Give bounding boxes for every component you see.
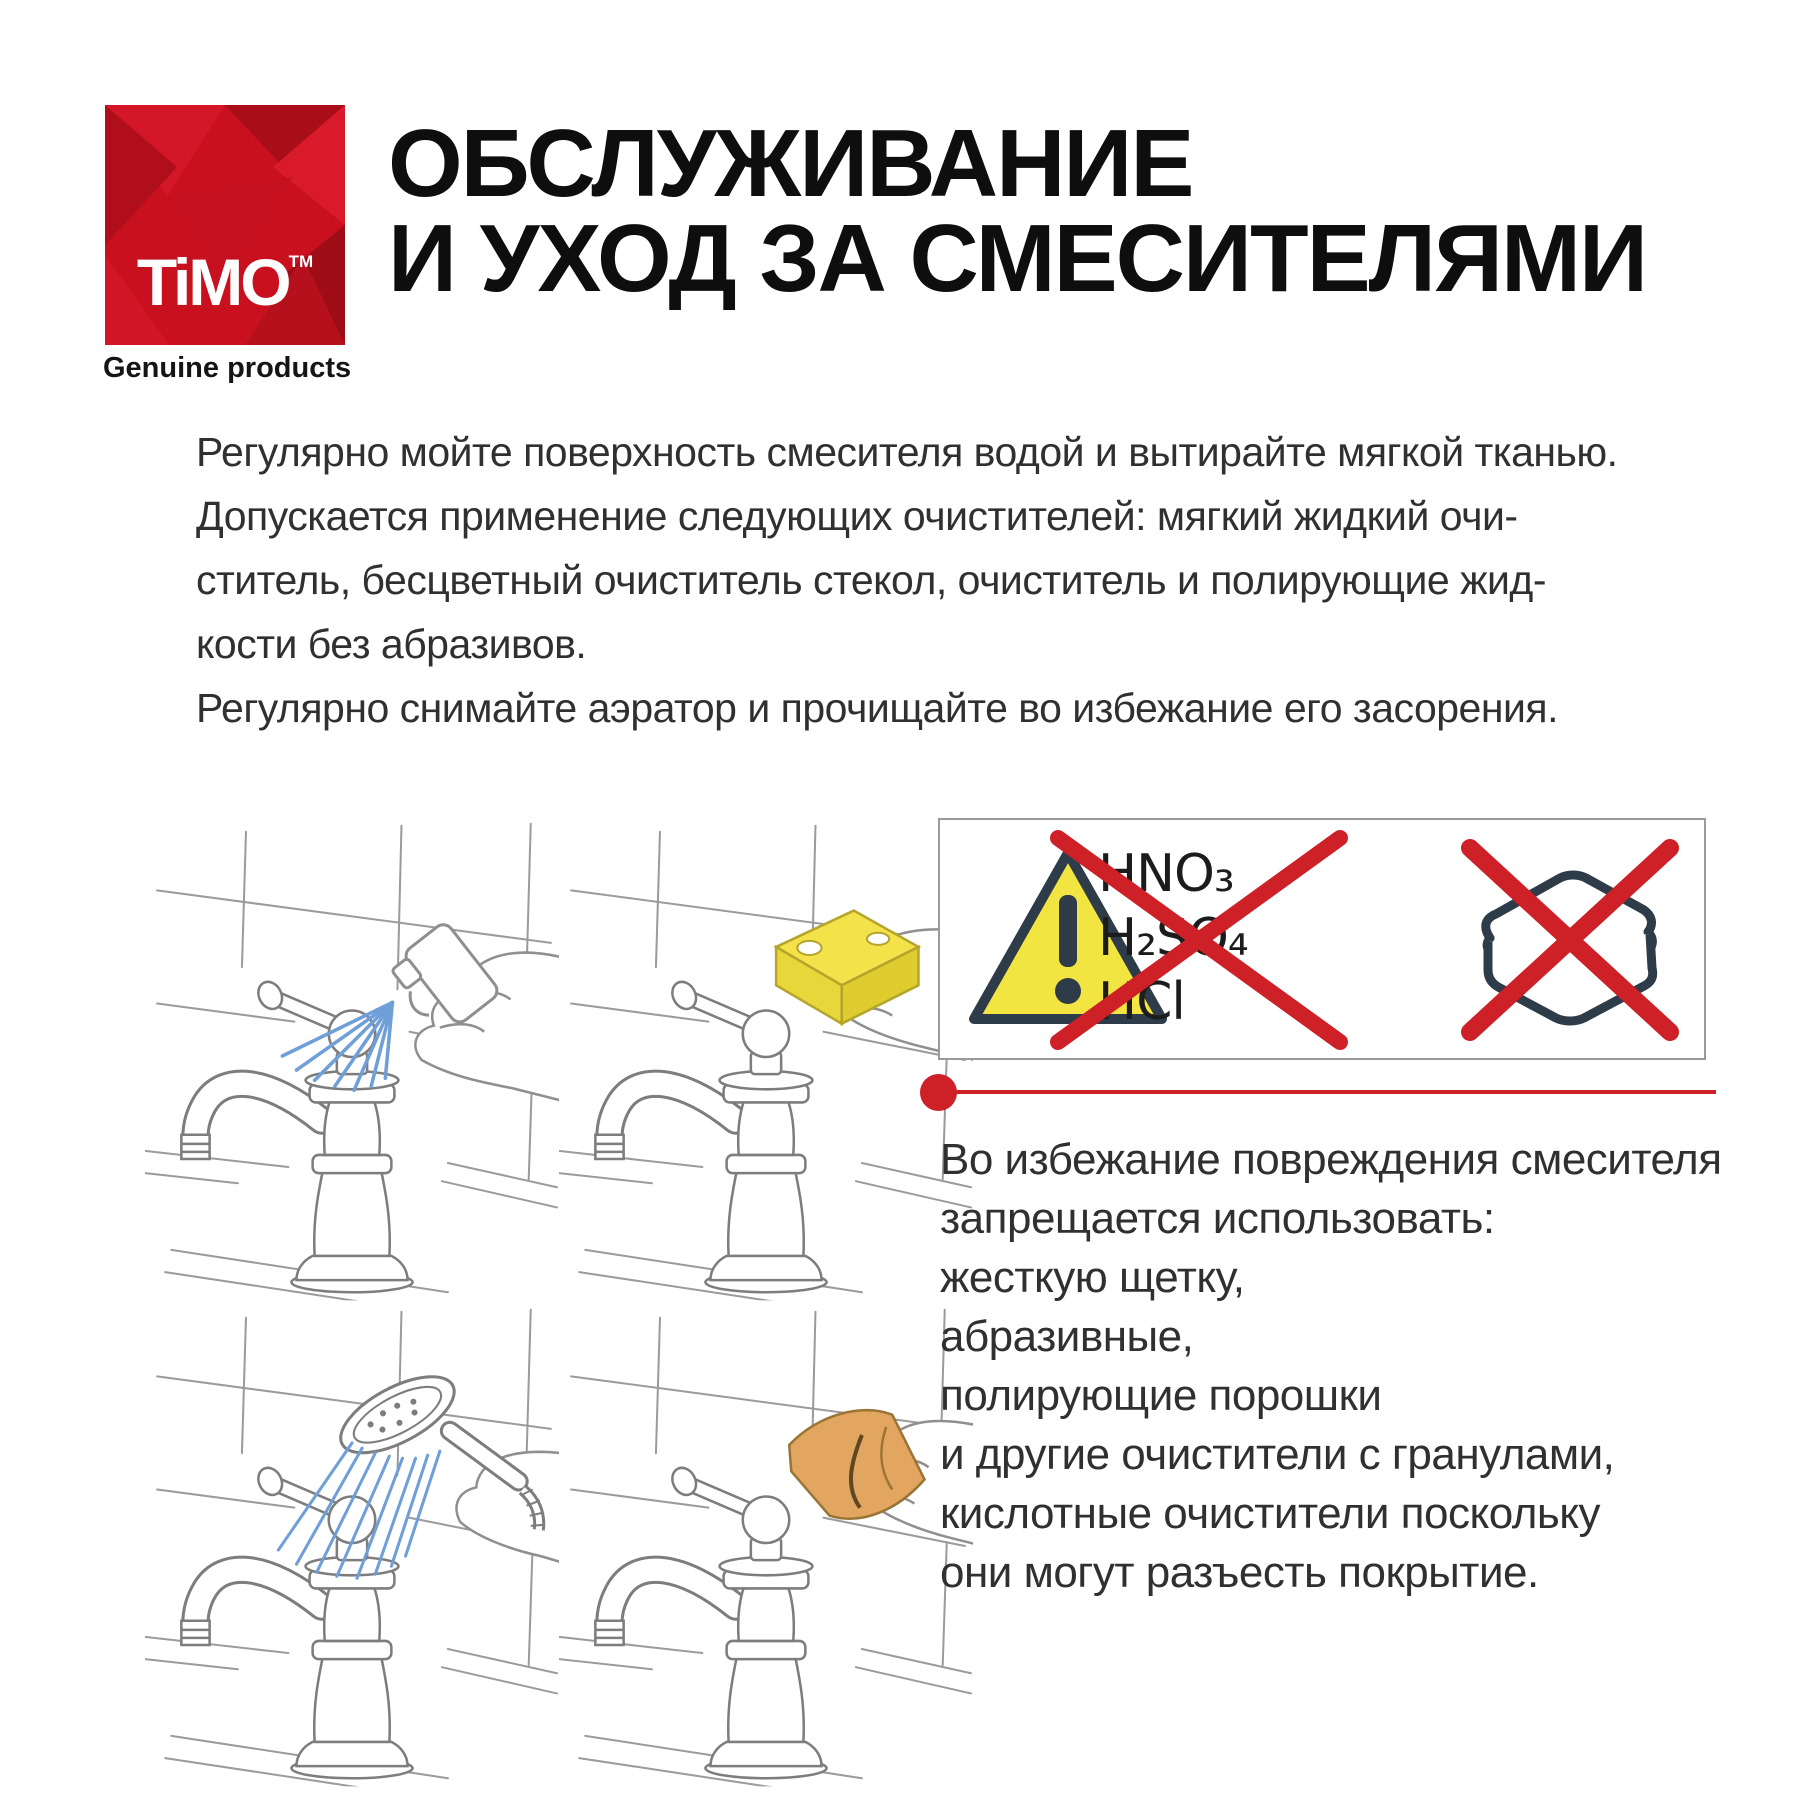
prohibition-line: и другие очистители с гранулами, bbox=[940, 1430, 1615, 1479]
page-title-line1: ОБСЛУЖИВАНИЕ bbox=[388, 110, 1193, 217]
prohibition-line: они могут разъесть покрытие. bbox=[940, 1548, 1539, 1597]
prohibition-line: полирующие порошки bbox=[940, 1371, 1382, 1420]
trademark-symbol: TM bbox=[288, 252, 314, 271]
faucet-spray-illustration bbox=[145, 815, 559, 1301]
red-divider-line bbox=[940, 1090, 1716, 1094]
warning-box bbox=[938, 818, 1706, 1060]
logo-tagline: Genuine products bbox=[103, 352, 352, 384]
chemical-formula: H₂SO₄ bbox=[1098, 908, 1248, 968]
prohibition-line: Во избежание повреждения смесителя bbox=[940, 1135, 1722, 1184]
intro-line: Регулярно мойте поверхность смесителя водой и вытирайте мягкой тканью. bbox=[196, 429, 1618, 475]
prohibition-line: жесткую щетку, bbox=[940, 1253, 1245, 1302]
prohibition-line: запрещается использовать: bbox=[940, 1194, 1495, 1243]
illustration-sponge-cleaning bbox=[559, 815, 973, 1301]
prohibition-line: кислотные очистители поскольку bbox=[940, 1489, 1601, 1538]
page-title-line2: И УХОД ЗА СМЕСИТЕЛЯМИ bbox=[388, 205, 1646, 312]
faucet-cloth-illustration bbox=[559, 1301, 973, 1787]
intro-line: кости без абразивов. bbox=[196, 621, 587, 667]
prohibition-paragraph bbox=[940, 1130, 1722, 1602]
intro-line: Допускается применение следующих очистителей: мягкий жидкий очи- bbox=[196, 493, 1518, 539]
page-title bbox=[388, 110, 1646, 312]
chemical-formula: HCl bbox=[1098, 972, 1185, 1032]
faucet-shower-illustration bbox=[145, 1301, 559, 1787]
illustration-cloth-wiping bbox=[559, 1301, 973, 1787]
forbidden-chemicals-list bbox=[1098, 842, 1348, 1042]
illustration-spray-cleaning bbox=[145, 815, 559, 1301]
chemical-formula: HNO₃ bbox=[1098, 844, 1234, 904]
intro-line: Регулярно снимайте аэратор и прочищайте во избежание его засорения. bbox=[196, 685, 1559, 731]
brand-logo bbox=[105, 105, 345, 345]
cleaning-illustrations bbox=[145, 815, 973, 1800]
logo-wordmark: TiMO™ bbox=[136, 245, 314, 319]
care-instructions-paragraph bbox=[196, 420, 1618, 740]
illustration-shower-rinsing bbox=[145, 1301, 559, 1787]
crossed-sponge-icon bbox=[1452, 830, 1688, 1050]
intro-line: ститель, бесцветный очиститель стекол, очиститель и полирующие жид- bbox=[196, 557, 1546, 603]
prohibition-line: абразивные, bbox=[940, 1312, 1194, 1361]
faucet-sponge-illustration bbox=[559, 815, 973, 1301]
